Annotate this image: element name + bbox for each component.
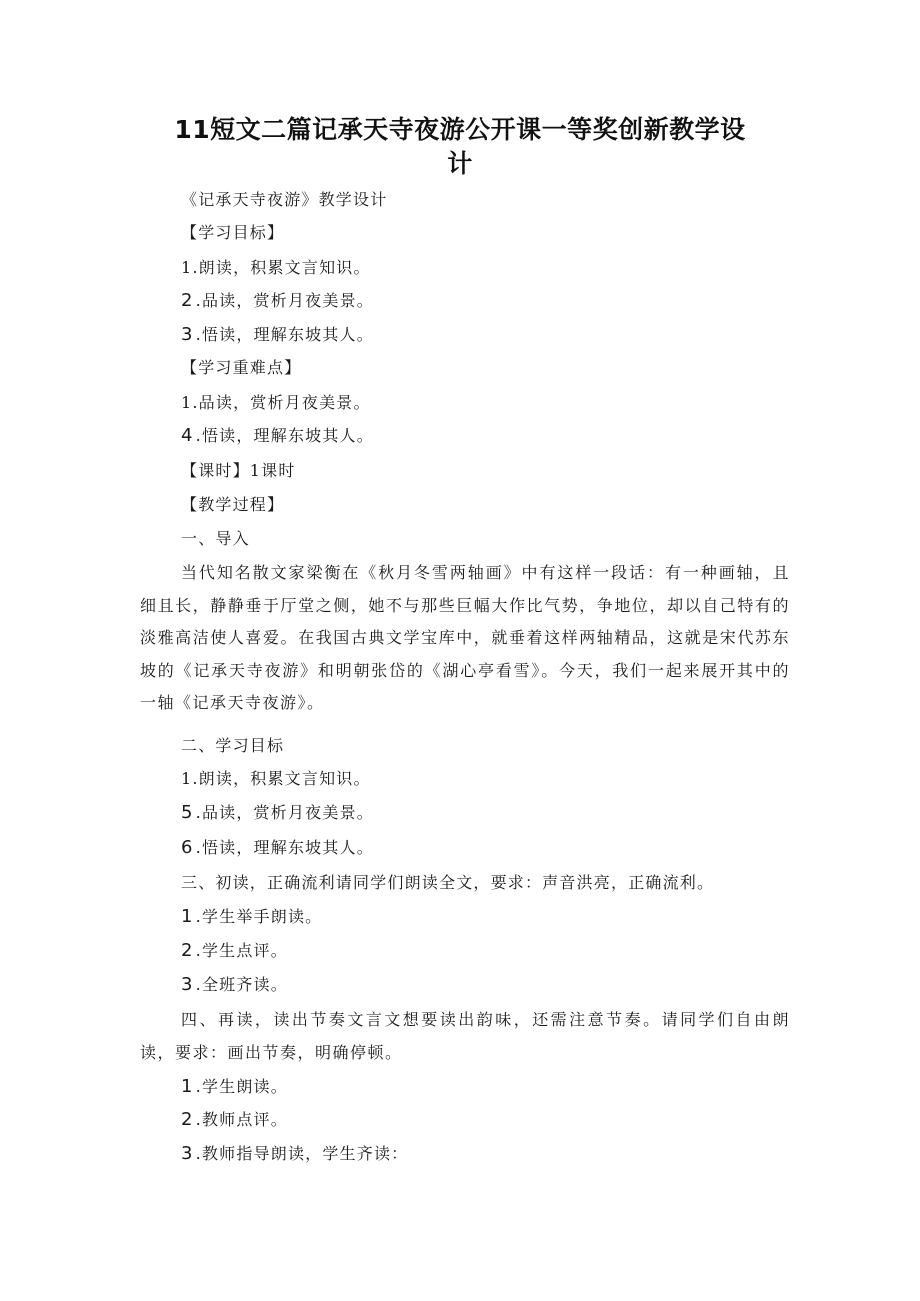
process-heading: 【教学过程】 <box>181 495 285 514</box>
section-heading-first-reading: 三、初读，正确流利请同学们朗读全文，要求：声音洪亮，正确流利。 <box>181 873 715 892</box>
goal-text: 朗读，积累文言知识。 <box>198 258 371 277</box>
key-points-heading: 【学习重难点】 <box>181 358 302 377</box>
page-title-line-1: 11短文二篇记承天寺夜游公开课一等奖创新教学设 <box>174 115 746 144</box>
key-point-number: 4 <box>181 425 194 446</box>
section2-item-number: 6 <box>181 837 194 858</box>
section4-item-text: .教师指导朗读，学生齐读： <box>195 1144 409 1163</box>
lesson-time: 【课时】1课时 <box>181 461 296 480</box>
section4-item-number: 2 <box>181 1109 194 1130</box>
section-heading-intro: 一、导入 <box>181 529 250 548</box>
section3-item <box>181 940 288 962</box>
goal-item <box>181 324 374 346</box>
page-title-line-2: 计 <box>447 149 473 178</box>
key-point-text: .悟读，理解东坡其人。 <box>195 426 374 445</box>
section2-item-number: 5 <box>181 802 194 823</box>
section4-item <box>181 1109 288 1131</box>
section2-item-text: .悟读，理解东坡其人。 <box>195 838 374 857</box>
section3-item <box>181 906 322 928</box>
section2-item-text: 朗读，积累文言知识。 <box>198 769 371 788</box>
key-point-item <box>181 392 371 414</box>
section2-item <box>181 837 374 859</box>
section2-item <box>181 802 374 824</box>
section3-item-text: .学生点评。 <box>195 941 288 960</box>
section4-item-number: 1 <box>181 1076 194 1097</box>
section4-item <box>181 1143 408 1165</box>
intro-paragraph: 当代知名散文家梁衡在《秋月冬雪两轴画》中有这样一段话：有一种画轴，且细且长，静静垂于厅堂之侧，她不与那些巨幅大作比气势，争地位，却以自己特有的淡雅高洁使人喜爱。在我国古典文学宝库中，就垂着这样两轴精品，这就是宋代苏东坡的《记承天寺夜游》和明朝张岱的《湖心亭看雪》。今天，我们一起来展开其中的一轴《记承天寺夜游》。 <box>140 563 790 712</box>
goal-number: 1. <box>181 258 199 277</box>
key-point-text: 品读，赏析月夜美景。 <box>198 393 371 412</box>
goals-heading: 【学习目标】 <box>181 223 285 242</box>
section-heading-goals: 二、学习目标 <box>181 736 285 755</box>
goal-item <box>181 290 374 312</box>
goal-text: .品读，赏析月夜美景。 <box>195 291 374 310</box>
section3-item-number: 1 <box>181 906 194 927</box>
section3-item-text: .全班齐读。 <box>195 975 288 994</box>
key-point-number: 1. <box>181 393 199 412</box>
section2-item-text: .品读，赏析月夜美景。 <box>195 803 374 822</box>
goal-text: .悟读，理解东坡其人。 <box>195 325 374 344</box>
section4-item-text: .学生朗读。 <box>195 1077 288 1096</box>
section3-item-number: 2 <box>181 940 194 961</box>
section4-item-number: 3 <box>181 1143 194 1164</box>
goal-number: 3 <box>181 324 194 345</box>
key-point-item <box>181 425 374 447</box>
section2-item <box>181 768 371 790</box>
section-rereading-paragraph: 四、再读，读出节奏文言文想要读出韵味，还需注意节奏。请同学们自由朗读，要求：画出节奏，明确停顿。 <box>140 1010 790 1062</box>
section3-item-number: 3 <box>181 974 194 995</box>
section4-item-text: .教师点评。 <box>195 1110 288 1129</box>
section3-item <box>181 974 288 996</box>
goal-number: 2 <box>181 290 194 311</box>
goal-item <box>181 257 371 279</box>
subtitle: 《记承天寺夜游》教学设计 <box>181 190 388 209</box>
section4-item <box>181 1076 288 1098</box>
section2-item-number: 1. <box>181 769 199 788</box>
section3-item-text: .学生举手朗读。 <box>195 907 323 926</box>
